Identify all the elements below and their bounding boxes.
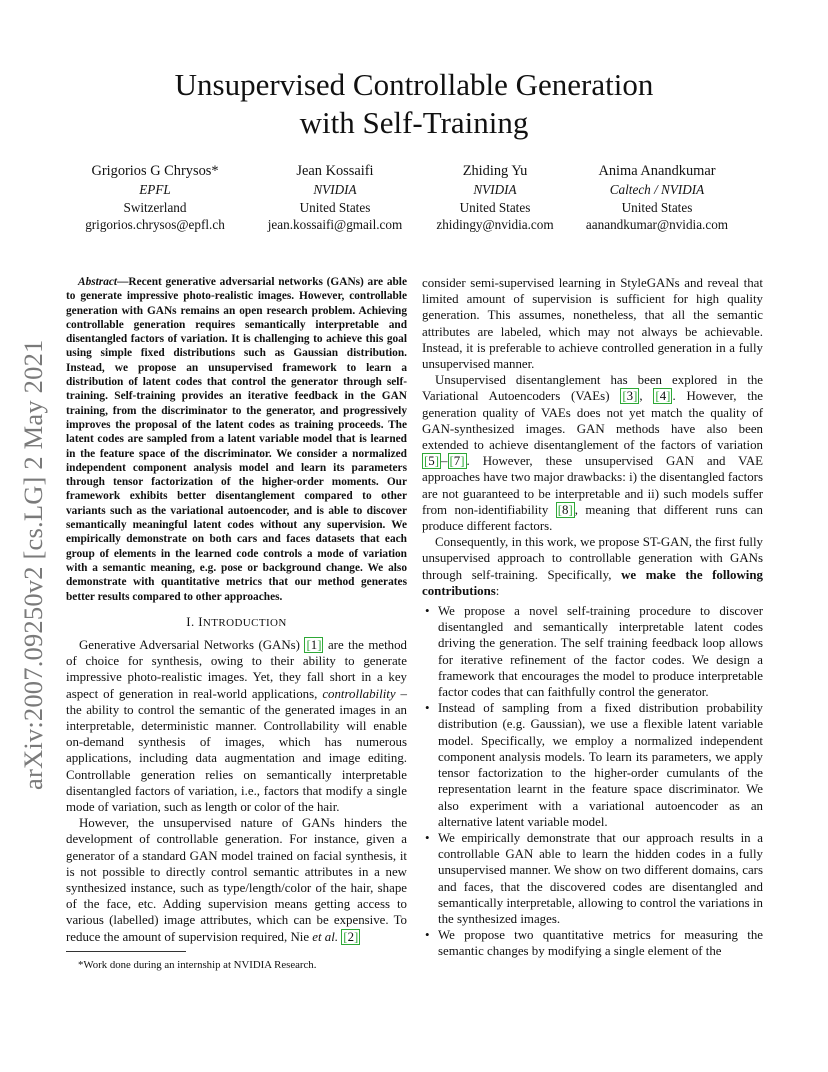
citation-link[interactable]: [1] — [306, 638, 322, 653]
contributions-list — [422, 603, 763, 959]
author-email[interactable]: jean.kossaifi@gmail.com — [267, 217, 403, 232]
author-name: Grigorios G Chrysos* — [91, 163, 219, 179]
author-location: United States — [621, 199, 693, 215]
text-run: Consequently, in this work, we propose ST-GAN, the first fully unsupervised approach to controllable generation with GANs through self-training. Specifically, — [422, 535, 763, 582]
section-title-initial: I — [198, 614, 203, 629]
bold-text: we make the following contributions — [422, 567, 763, 598]
citation-number: 4 — [659, 389, 667, 404]
text-run: Unsupervised disentanglement has been explored in the Variational Autoencoders (VAEs) — [422, 373, 763, 404]
emphasis-text: controllability — [322, 686, 396, 701]
author-affiliation: Caltech / NVIDIA — [609, 182, 705, 197]
text-run: However, the unsupervised nature of GANs hinders the development of controllable generation. For instance, given a generator of a standard GAN model trained on facial synthesis, it is not possible to directly control semantic attributes in a new synthesized instance, such as type/length/color of the hair, shape of the face, etc. Adding supervision means getting access to various (labelled) image attributes, which can be expensive. To reduce the amount of supervision required, Nie — [66, 816, 407, 944]
right-paragraph-2: Unsupervised disentanglement has been explored in the Variational Autoencoders (VAEs) [3] , [4] . However, the generation quality of VAEs does not yet match the quality of GAN-synthesized images. GAN methods have also been extended to achieve disentanglement of the factors of variation [5] – [7] . However, these unsupervised GAN and VAE approaches have two major drawbacks: i) the disentangled factors are not guaranteed to be interpretable and ii) such models suffer from non-identifiability [8] , meaning that different runs can produce different factors. — [422, 373, 763, 534]
author-name: Zhiding Yu — [462, 163, 528, 179]
abstract — [66, 275, 407, 604]
author-name: Anima Anandkumar — [598, 163, 716, 179]
left-column — [66, 275, 407, 945]
citation-link[interactable]: [7] — [449, 454, 465, 469]
author-email[interactable]: aanandkumar@nvidia.com — [585, 217, 729, 232]
abstract-body: —Recent generative adversarial networks (GANs) are able to generate impressive photo-realistic images. However, controllable generation with GANs remains an open research problem. Achieving controllable generation requires semantically interpretable and disentangled factors of variation. It is challenging to achieve this goal using simple fixed distributions such as Gaussian distribution. Instead, we propose an unsupervised framework to learn a distribution of latent codes that control the generator through self-training. Self-training provides an iterative feedback in the GAN training, from the discriminator to the generator, and progressively improves the proposal of the latent codes as training proceeds. The latent codes are sampled from a latent variable model that is learned in the feature space of the discriminator. We consider a normalized independent component analysis model and learn its parameters through tensor factorization of the higher-order moments. Our framework exhibits better disentanglement compared to other variants such as the variational autoencoder, and is able to discover semantically meaningful latent codes without any supervision. We empirically demonstrate on both cars and faces datasets that each group of elements in the learned code controls a mode of variation with a semantic meaning, e.g. pose or background change. We also demonstrate with quantitative metrics that our method generates better results compared to other approaches. — [66, 276, 407, 603]
emphasis-text: et al. — [312, 929, 339, 944]
author-email[interactable]: zhidingy@nvidia.com — [436, 217, 554, 232]
section-heading-introduction — [66, 614, 407, 631]
author-location: United States — [459, 199, 531, 215]
intro-paragraph-1 — [66, 637, 407, 815]
author-email[interactable]: grigorios.chrysos@epfl.ch — [85, 217, 225, 232]
citation-number: 3 — [626, 389, 634, 404]
citation-link[interactable]: [4] — [655, 389, 671, 404]
text-run: , meaning that different runs can produce different factors. — [422, 502, 763, 534]
paper-title — [0, 66, 828, 142]
right-paragraph-3 — [422, 534, 763, 599]
author-4 — [562, 162, 752, 234]
text-run: – the ability to control the semantic of the generated images in an interpretable, deterministic manner. Controllability will enable on-demand synthesis of images, which has numerous applications, including data augmentation and image editing. Controllable generation relies on semantically interpretable disentangled factors of variation, i.e., factors that modify a single mode of variation, such as length or color of the hair. — [66, 686, 407, 815]
list-item: • We propose two quantitative metrics for measuring the semantic changes by modifying a single element of the — [422, 927, 763, 959]
right-paragraph-1: consider semi-supervised learning in StyleGANs and reveal that limited amount of supervision is sufficient for high quality generation. This assumes, nonetheless, that all the semantic attributes are labeled, which may not always be achievable. Instead, it is preferable to achieve controlled generation in a fully unsupervised manner. — [422, 276, 763, 372]
author-location: United States — [299, 199, 371, 215]
text-run: : — [495, 583, 500, 598]
citation-number: 5 — [428, 454, 435, 469]
citation-link[interactable]: [8] — [557, 502, 573, 517]
author-affiliation: NVIDIA — [313, 182, 357, 197]
text-run: are the method of choice for synthesis, owing to their ability to generate impressive photo-realistic images. Yet, they fall short in a key aspect of generation in real-world applications, — [66, 638, 407, 701]
citation-number: 7 — [453, 454, 461, 469]
citation-link[interactable]: [2] — [343, 929, 359, 944]
text-run: Generative Adversarial Networks (GANs) — [79, 638, 305, 653]
list-item: • Instead of sampling from a fixed distribution probability distribution (e.g. Gaussian), we use a flexible latent variable model. Specifically, we employ a normalized independent component analysis models. To learn its parameters, we apply tensor factorization to the higher-order cumulants of the representation learnt in the feature space discriminator. We also experiment with a variational autoencoder as an alternative latent variable model. — [422, 700, 763, 830]
section-title-rest: NTRODUCTION — [202, 616, 287, 629]
arxiv-identifier[interactable]: arXiv:2007.09250v2 [cs.LG] 2 May 2021 — [18, 339, 48, 790]
text-run: . However, the generation quality of VAEs does not yet match the quality of GAN-synthesized images. GAN methods have also been extended to achieve disentanglement of the factors of variation — [422, 389, 763, 453]
list-item: • We empirically demonstrate that our approach results in a controllable GAN able to learn the hidden codes in a fully unsupervised manner. We show on two different domains, cars and faces, that the discovered codes are disentangled and semantically interpretable, allowing to control the variations in the synthesized images. — [422, 830, 763, 927]
author-affiliation: NVIDIA — [473, 182, 517, 197]
footnote: *Work done during an internship at NVIDIA Research. — [78, 959, 317, 971]
list-item: • We propose a novel self-training procedure to discover disentangled and semantically interpretable latent codes driving the generation. The self training feedback loop allows for iterative refinement of the factor codes. We design a framework that encourages the model to produce interpretable factor codes that can faithfully control the generator. — [422, 603, 763, 700]
title-line-1: Unsupervised Controllable Generation — [174, 67, 654, 102]
author-name: Jean Kossaifi — [296, 163, 374, 179]
citation-number: 1 — [310, 638, 318, 653]
author-1 — [60, 162, 250, 234]
title-line-2: with Self-Training — [299, 105, 529, 140]
citation-number: 2 — [347, 929, 355, 944]
footnote-divider — [66, 951, 186, 952]
citation-number: 8 — [561, 502, 569, 517]
abstract-lead: Abstract — [78, 276, 118, 288]
author-affiliation: EPFL — [139, 182, 171, 197]
section-number: I. — [186, 614, 195, 629]
text-run: . However, these unsupervised GAN and VAE approaches have two major drawbacks: i) the disentangled factors are not guaranteed to be interpretable and ii) such models suffer from non-identifiability — [422, 454, 763, 517]
intro-paragraph-2 — [66, 815, 407, 945]
author-location: Switzerland — [123, 199, 187, 215]
right-column — [422, 275, 763, 960]
citation-link[interactable]: [3] — [622, 389, 638, 404]
citation-link[interactable]: [5] — [424, 454, 440, 469]
